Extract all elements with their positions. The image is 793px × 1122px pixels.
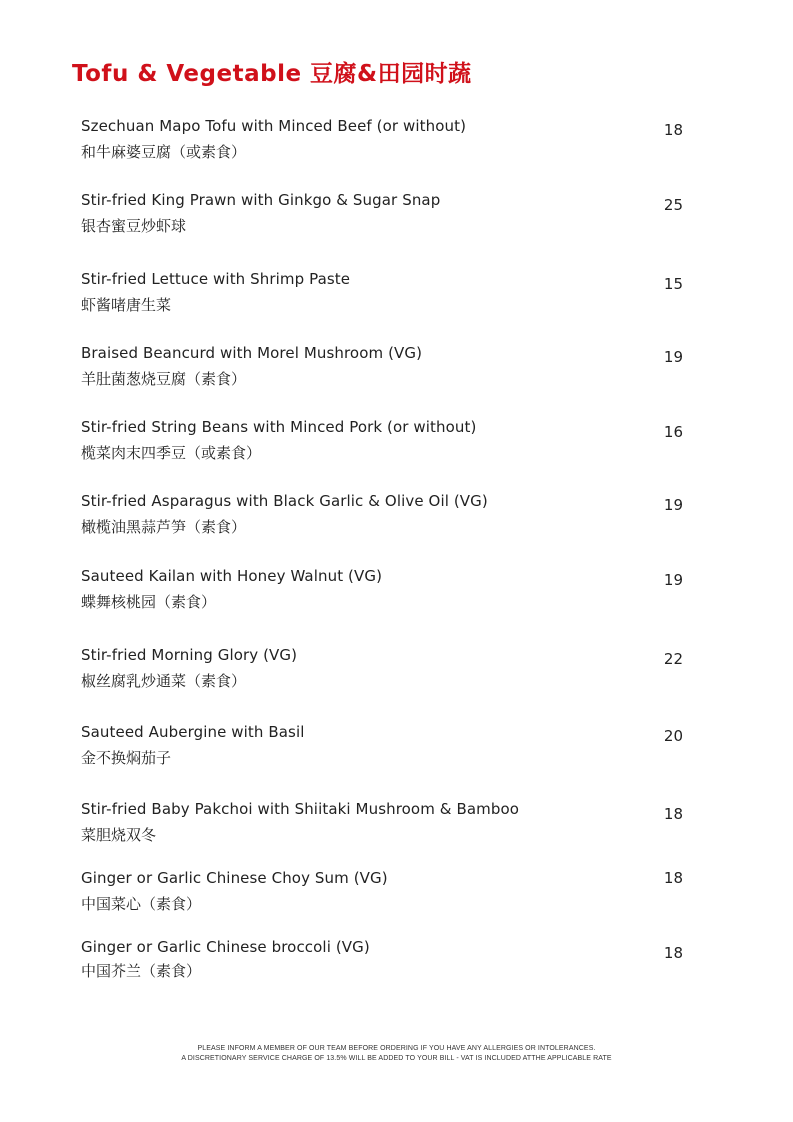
dish-name-zh: 中国芥兰（素食） bbox=[81, 962, 202, 980]
menu-item bbox=[81, 492, 691, 542]
menu-item bbox=[81, 938, 691, 988]
menu-item bbox=[81, 344, 691, 394]
dish-name-zh: 橄榄油黑蒜芦笋（素食） bbox=[81, 518, 247, 536]
menu-item bbox=[81, 117, 691, 167]
dish-name-en: Stir-fried String Beans with Minced Pork (or without) bbox=[81, 418, 477, 436]
dish-name-zh: 中国菜心（素食） bbox=[81, 895, 202, 913]
menu-item bbox=[81, 869, 691, 919]
dish-price: 20 bbox=[663, 727, 683, 745]
dish-price: 18 bbox=[663, 805, 683, 823]
dish-price: 19 bbox=[663, 496, 683, 514]
menu-item bbox=[81, 800, 691, 850]
dish-name-en: Stir-fried Asparagus with Black Garlic & Olive Oil (VG) bbox=[81, 492, 488, 510]
dish-price: 18 bbox=[663, 121, 683, 139]
dish-name-zh: 银杏蜜豆炒虾球 bbox=[81, 217, 187, 235]
menu-item bbox=[81, 646, 691, 696]
dish-name-zh: 蝶舞核桃园（素食） bbox=[81, 593, 217, 611]
dish-name-zh: 菜胆烧双冬 bbox=[81, 826, 157, 844]
menu-item bbox=[81, 418, 691, 468]
dish-name-en: Stir-fried Lettuce with Shrimp Paste bbox=[81, 270, 351, 288]
section-title: Tofu & Vegetable 豆腐&田园时蔬 bbox=[72, 61, 472, 87]
menu-item bbox=[81, 723, 691, 773]
allergy-notice bbox=[0, 1044, 793, 1064]
dish-name-zh: 羊肚菌葱烧豆腐（素食） bbox=[81, 370, 247, 388]
dish-price: 18 bbox=[663, 869, 683, 887]
dish-name-en: Ginger or Garlic Chinese broccoli (VG) bbox=[81, 938, 370, 956]
allergy-notice-line: PLEASE INFORM A MEMBER OF OUR TEAM BEFORE ORDERING IF YOU HAVE ANY ALLERGIES OR INTOLERANCES. bbox=[197, 1045, 596, 1052]
dish-name-zh: 椒丝腐乳炒通菜（素食） bbox=[81, 672, 247, 690]
dish-name-en: Braised Beancurd with Morel Mushroom (VG) bbox=[81, 344, 423, 362]
menu-item bbox=[81, 270, 691, 320]
dish-price: 18 bbox=[663, 944, 683, 962]
menu-item bbox=[81, 567, 691, 617]
dish-name-zh: 榄菜肉末四季豆（或素食） bbox=[81, 444, 262, 462]
dish-price: 25 bbox=[663, 196, 683, 214]
dish-price: 22 bbox=[663, 650, 683, 668]
dish-price: 19 bbox=[663, 571, 683, 589]
dish-name-en: Sauteed Aubergine with Basil bbox=[81, 723, 305, 741]
dish-name-zh: 虾酱啫唐生菜 bbox=[81, 296, 172, 314]
dish-price: 16 bbox=[663, 423, 683, 441]
dish-name-en: Ginger or Garlic Chinese Choy Sum (VG) bbox=[81, 869, 388, 887]
dish-name-en: Szechuan Mapo Tofu with Minced Beef (or without) bbox=[81, 117, 467, 135]
dish-price: 15 bbox=[663, 275, 683, 293]
dish-name-zh: 金不换焖茄子 bbox=[81, 749, 172, 767]
dish-price: 19 bbox=[663, 348, 683, 366]
dish-name-en: Sauteed Kailan with Honey Walnut (VG) bbox=[81, 567, 383, 585]
dish-name-en: Stir-fried King Prawn with Ginkgo & Sugar Snap bbox=[81, 191, 441, 209]
dish-name-zh: 和牛麻婆豆腐（或素食） bbox=[81, 143, 247, 161]
service-charge-notice: A DISCRETIONARY SERVICE CHARGE OF 13.5% WILL BE ADDED TO YOUR BILL - VAT IS INCLUDED ATTHE APPLICABLE RATE bbox=[181, 1055, 612, 1062]
dish-name-en: Stir-fried Morning Glory (VG) bbox=[81, 646, 298, 664]
dish-name-en: Stir-fried Baby Pakchoi with Shiitaki Mushroom & Bamboo bbox=[81, 800, 520, 818]
menu-item bbox=[81, 191, 691, 241]
